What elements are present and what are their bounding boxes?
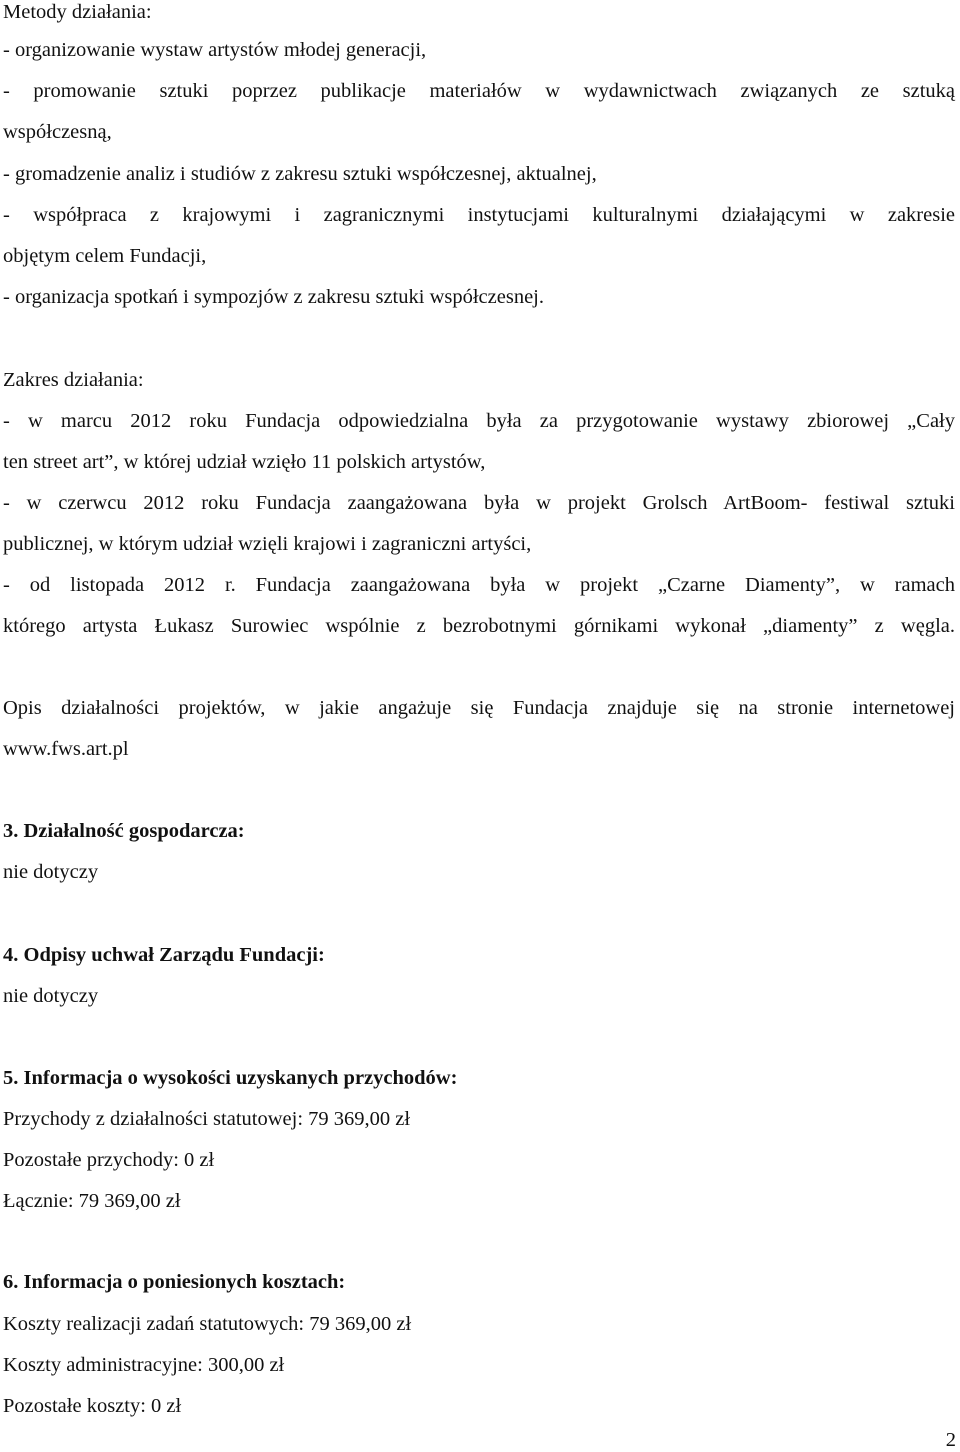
revenue-statutory: Przychody z działalności statutowej: 79 369,00 zł — [3, 1108, 411, 1130]
scope-line: ten street art”, w której udział wzięło 11 polskich artystów, — [3, 451, 486, 473]
section4-text: nie dotyczy — [3, 985, 99, 1007]
scope-heading: Zakres działania: — [3, 369, 144, 391]
section3-text: nie dotyczy — [3, 861, 99, 883]
costs-statutory: Koszty realizacji zadań statutowych: 79 369,00 zł — [3, 1313, 412, 1335]
section6-heading: 6. Informacja o poniesionych kosztach: — [3, 1271, 346, 1293]
scope-line: - od listopada 2012 r. Fundacja zaangażowana była w projekt „Czarne Diamenty”, w ramach — [3, 574, 955, 596]
revenue-total: Łącznie: 79 369,00 zł — [3, 1190, 181, 1212]
scope-line: publicznej, w którym udział wzięli krajowi i zagraniczni artyści, — [3, 533, 532, 555]
scope-line: którego artysta Łukasz Surowiec wspólnie z bezrobotnymi górnikami wykonał „diamenty” z węgla. — [3, 615, 955, 637]
methods-heading: Metody działania: — [3, 1, 152, 23]
revenue-other: Pozostałe przychody: 0 zł — [3, 1149, 215, 1171]
methods-line: - gromadzenie analiz i studiów z zakresu sztuki współczesnej, aktualnej, — [3, 163, 597, 185]
section4-heading: 4. Odpisy uchwał Zarządu Fundacji: — [3, 944, 325, 966]
costs-administrative: Koszty administracyjne: 300,00 zł — [3, 1354, 285, 1376]
section3-heading: 3. Działalność gospodarcza: — [3, 820, 245, 842]
projects-url: www.fws.art.pl — [3, 738, 129, 760]
page-number: 2 — [945, 1429, 956, 1451]
methods-line: - promowanie sztuki poprzez publikacje materiałów w wydawnictwach związanych ze sztuką — [3, 80, 955, 102]
methods-line: - organizowanie wystaw artystów młodej generacji, — [3, 39, 427, 61]
methods-line: - współpraca z krajowymi i zagranicznymi instytucjami kulturalnymi działającymi w zakresie — [3, 204, 955, 226]
methods-line: - organizacja spotkań i sympozjów z zakresu sztuki współczesnej. — [3, 286, 544, 308]
scope-line: - w czerwcu 2012 roku Fundacja zaangażowana była w projekt Grolsch ArtBoom- festiwal sztuki — [3, 492, 955, 514]
costs-other: Pozostałe koszty: 0 zł — [3, 1395, 182, 1417]
methods-line: objętym celem Fundacji, — [3, 245, 207, 267]
section5-heading: 5. Informacja o wysokości uzyskanych przychodów: — [3, 1067, 458, 1089]
scope-line: - w marcu 2012 roku Fundacja odpowiedzialna była za przygotowanie wystawy zbiorowej „Cały — [3, 410, 955, 432]
methods-line: współczesną, — [3, 121, 112, 143]
projects-line: Opis działalności projektów, w jakie angażuje się Fundacja znajduje się na stronie internetowej — [3, 697, 955, 719]
